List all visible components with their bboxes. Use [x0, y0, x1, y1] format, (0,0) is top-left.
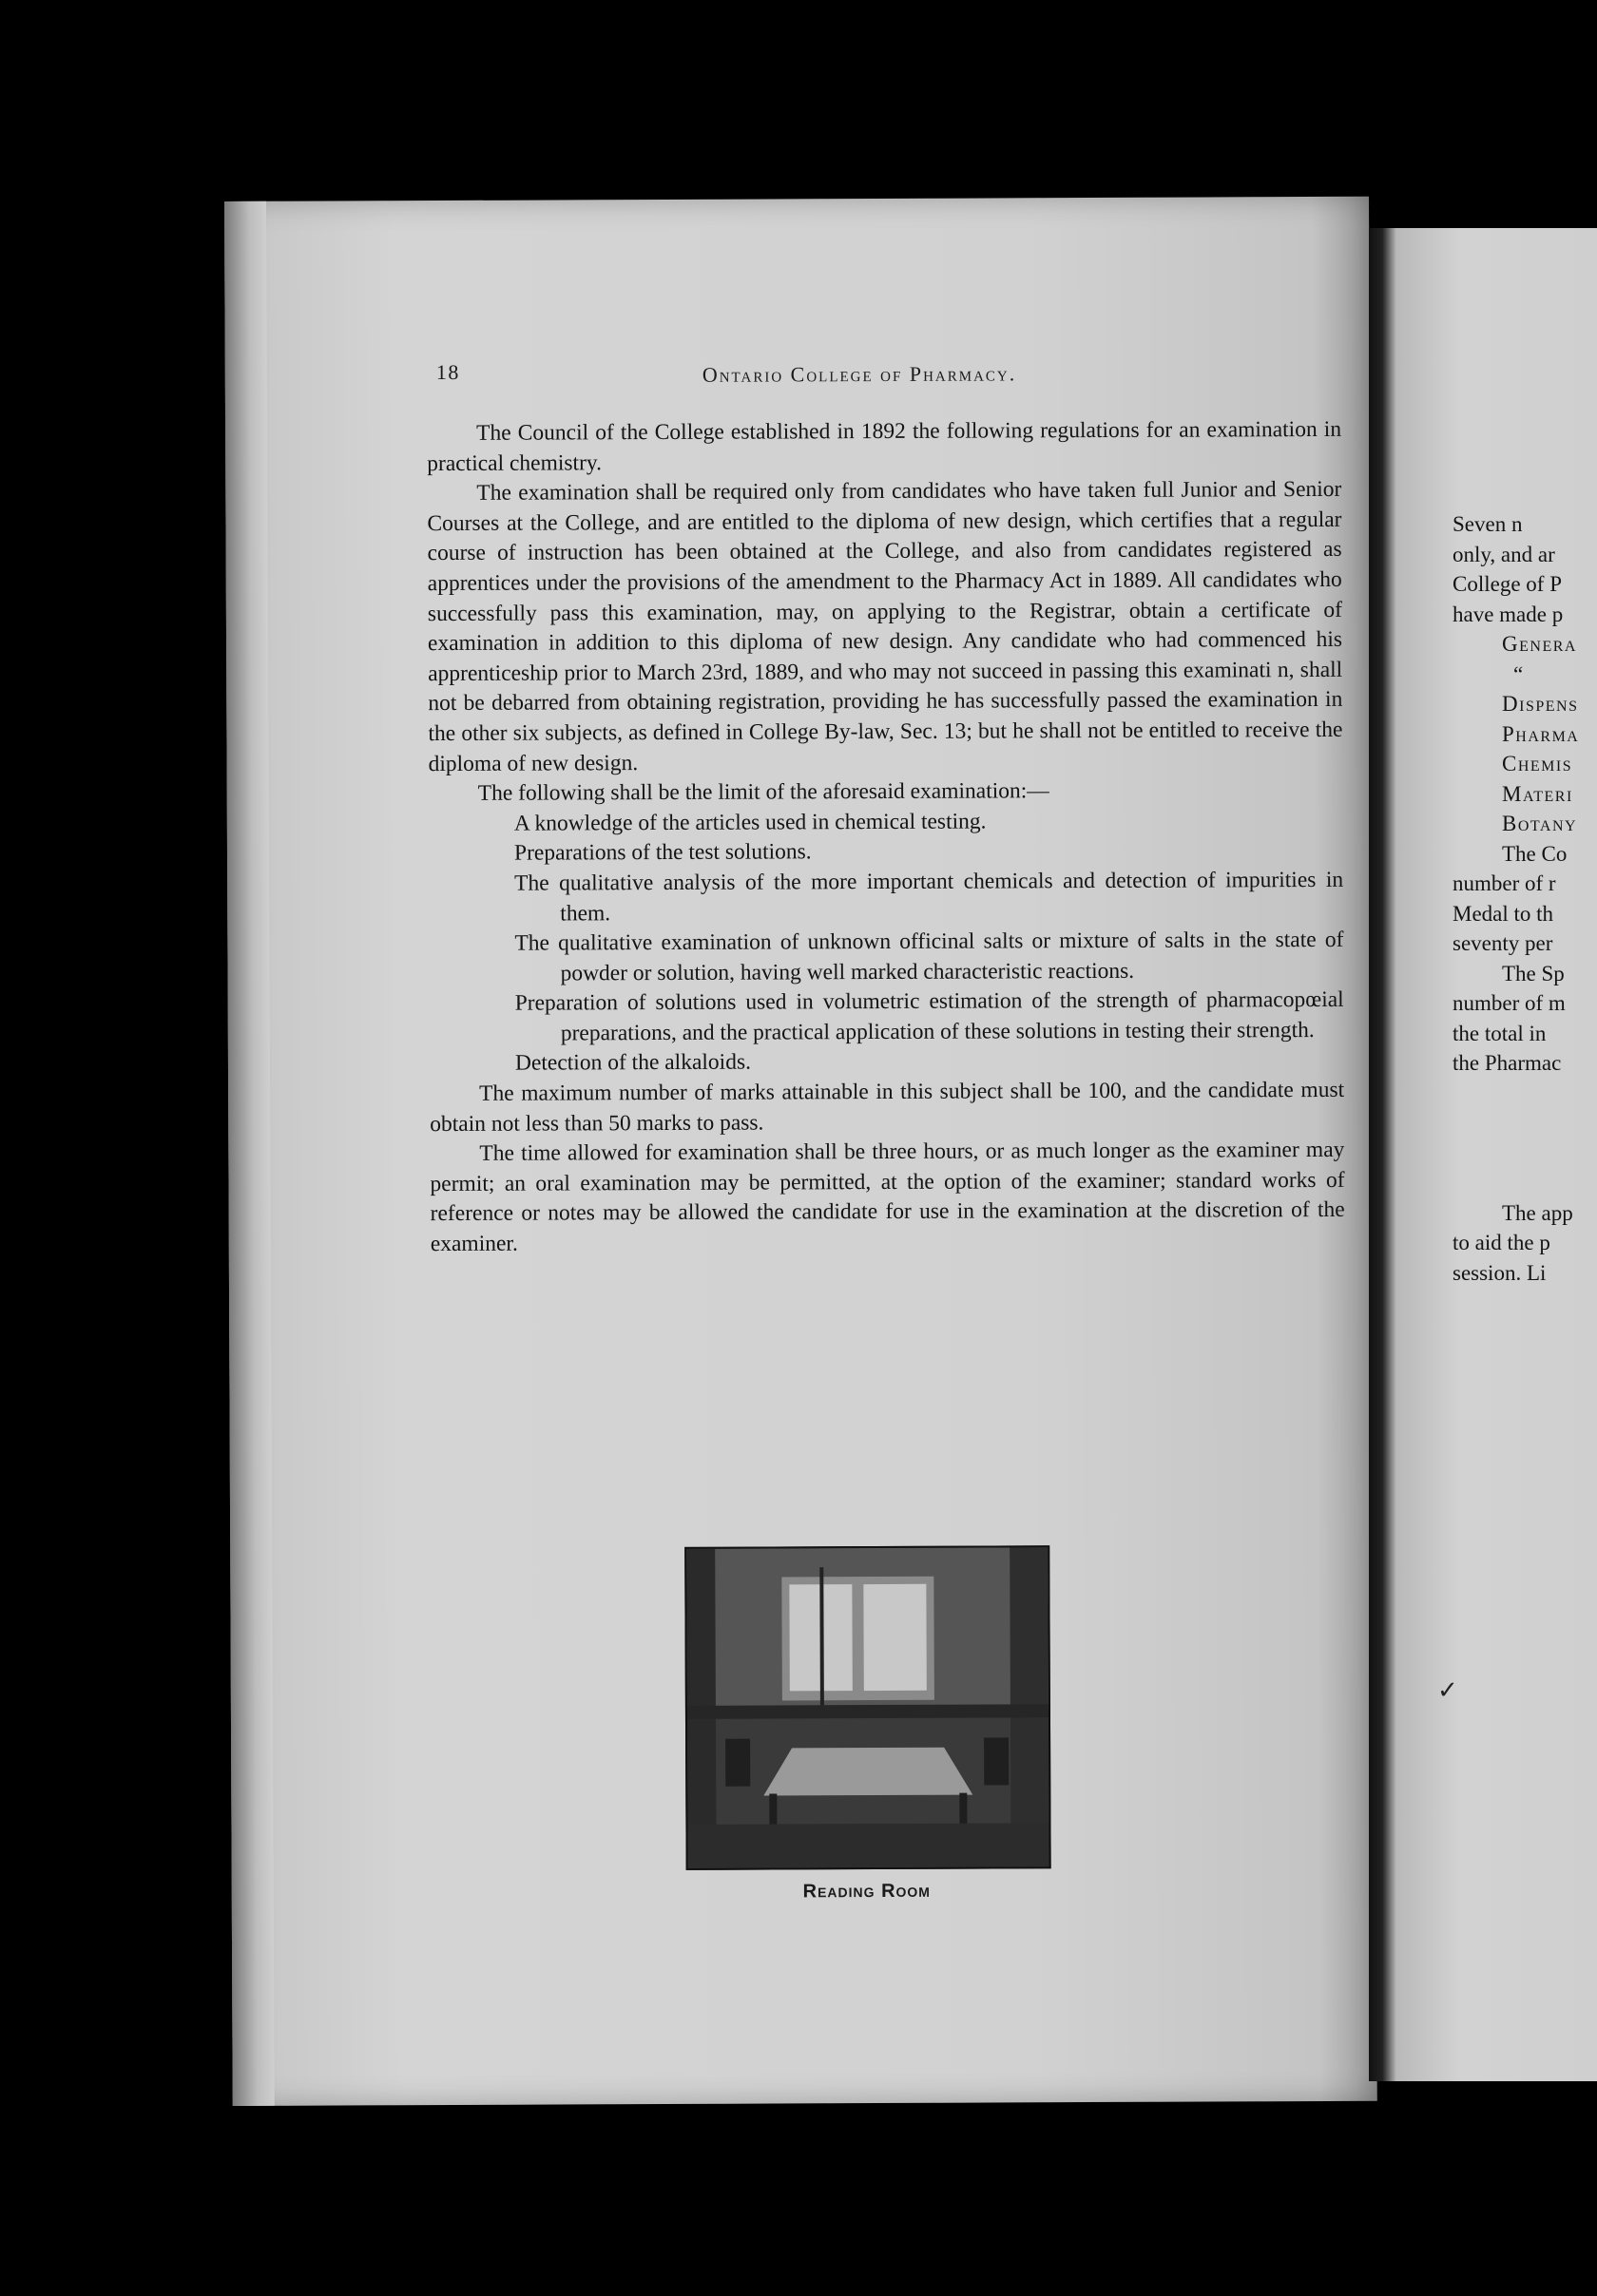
text-line: have made p	[1453, 602, 1564, 626]
paragraph: The time allowed for examination shall be three hours, or as much longer as the examiner may permit; an oral examination may be permitted, at the option of the examiner; standard works of reference or notes may be allowed the candidate for use in the examination at the discretion of the examiner.	[430, 1138, 1345, 1257]
text-line: number of m	[1453, 991, 1566, 1015]
subject-line: Genera	[1502, 632, 1577, 656]
text-line: to aid the p	[1453, 1231, 1550, 1254]
text-line: the Pharmac	[1453, 1051, 1562, 1075]
text-line: The Sp	[1502, 961, 1565, 985]
subject-line: Botany	[1502, 812, 1578, 835]
examination-limit-list	[429, 806, 1344, 1081]
figure-caption: Reading Room	[802, 1880, 931, 1903]
paragraph: The following shall be the limit of the aforesaid examination:—	[477, 778, 1049, 806]
text-line: only, and ar	[1453, 542, 1555, 566]
ditto-mark: “	[1513, 661, 1524, 686]
left-page	[224, 197, 1377, 2106]
running-title: Ontario College of Pharmacy.	[702, 361, 1017, 387]
text-line: College of P	[1453, 572, 1562, 596]
subject-line: Materi	[1502, 781, 1573, 806]
right-page-text	[1453, 509, 1597, 1288]
check-mark-icon: ✓	[1437, 1676, 1458, 1705]
paragraph: The Council of the College established in 1892 the following regulations for an examination in practical chemistry.	[427, 416, 1342, 476]
list-item: The qualitative analysis of the more important chemicals and detection of impurities in them.	[514, 867, 1344, 926]
body-text	[427, 415, 1345, 1260]
right-page-partial	[1369, 228, 1597, 2081]
list-item: The qualitative examination of unknown officinal salts or mixture of salts in the state of powder or solution, having well marked characteristic reactions.	[514, 927, 1344, 986]
list-item: Preparations of the test solutions.	[513, 839, 812, 866]
text-line: The Co	[1502, 841, 1568, 866]
paragraph: The maximum number of marks attainable in this subject shall be 100, and the candidate must obtain not less than 50 marks to pass.	[430, 1077, 1345, 1137]
text-line: the total in	[1453, 1021, 1547, 1045]
text-line: Medal to th	[1453, 901, 1554, 926]
text-line: Seven n	[1453, 512, 1523, 536]
text-line: session. Li	[1453, 1260, 1547, 1285]
paragraph: The examination shall be required only from candidates who have taken full Junior and Senior Courses at the College, and are entitled to the diploma of new design, which certifies that a regular course of instruction has been obtained at the College, and also from candidates registered as apprentices under the provisions of the amendment to the Pharmacy Act in 1889. All candidates who successfully pass this examination, may, on applying to the Registrar, obtain a certificate of examination in addition to this diploma of new design. Any candidate who had commenced his apprenticeship prior to March 23rd, 1889, and who may not succeed in passing this examinati n, shall not be debarred from obtaining registration, providing he has successfully passed the examination in the other six subjects, as defined in College By-law, Sec. 13; but he shall not be entitled to receive the diploma of new design.	[427, 477, 1343, 776]
list-item: Detection of the alkaloids.	[514, 1050, 751, 1077]
list-item: Preparation of solutions used in volumetric estimation of the strength of pharmacopœial preparations, and the practical application of these solutions in testing their strength.	[514, 987, 1344, 1046]
subject-line: Chemis	[1502, 752, 1573, 775]
text-line: number of r	[1453, 871, 1556, 895]
running-head	[436, 356, 1292, 398]
subject-line: Pharma	[1502, 721, 1580, 746]
page-number: 18	[435, 359, 460, 385]
list-item: A knowledge of the articles used in chemical testing.	[513, 809, 987, 836]
subject-line: Dispens	[1502, 692, 1579, 716]
reading-room-image	[686, 1547, 1049, 1868]
text-line: The app	[1502, 1200, 1573, 1225]
reading-room-photo	[684, 1545, 1050, 1870]
text-line: seventy per	[1453, 931, 1553, 955]
